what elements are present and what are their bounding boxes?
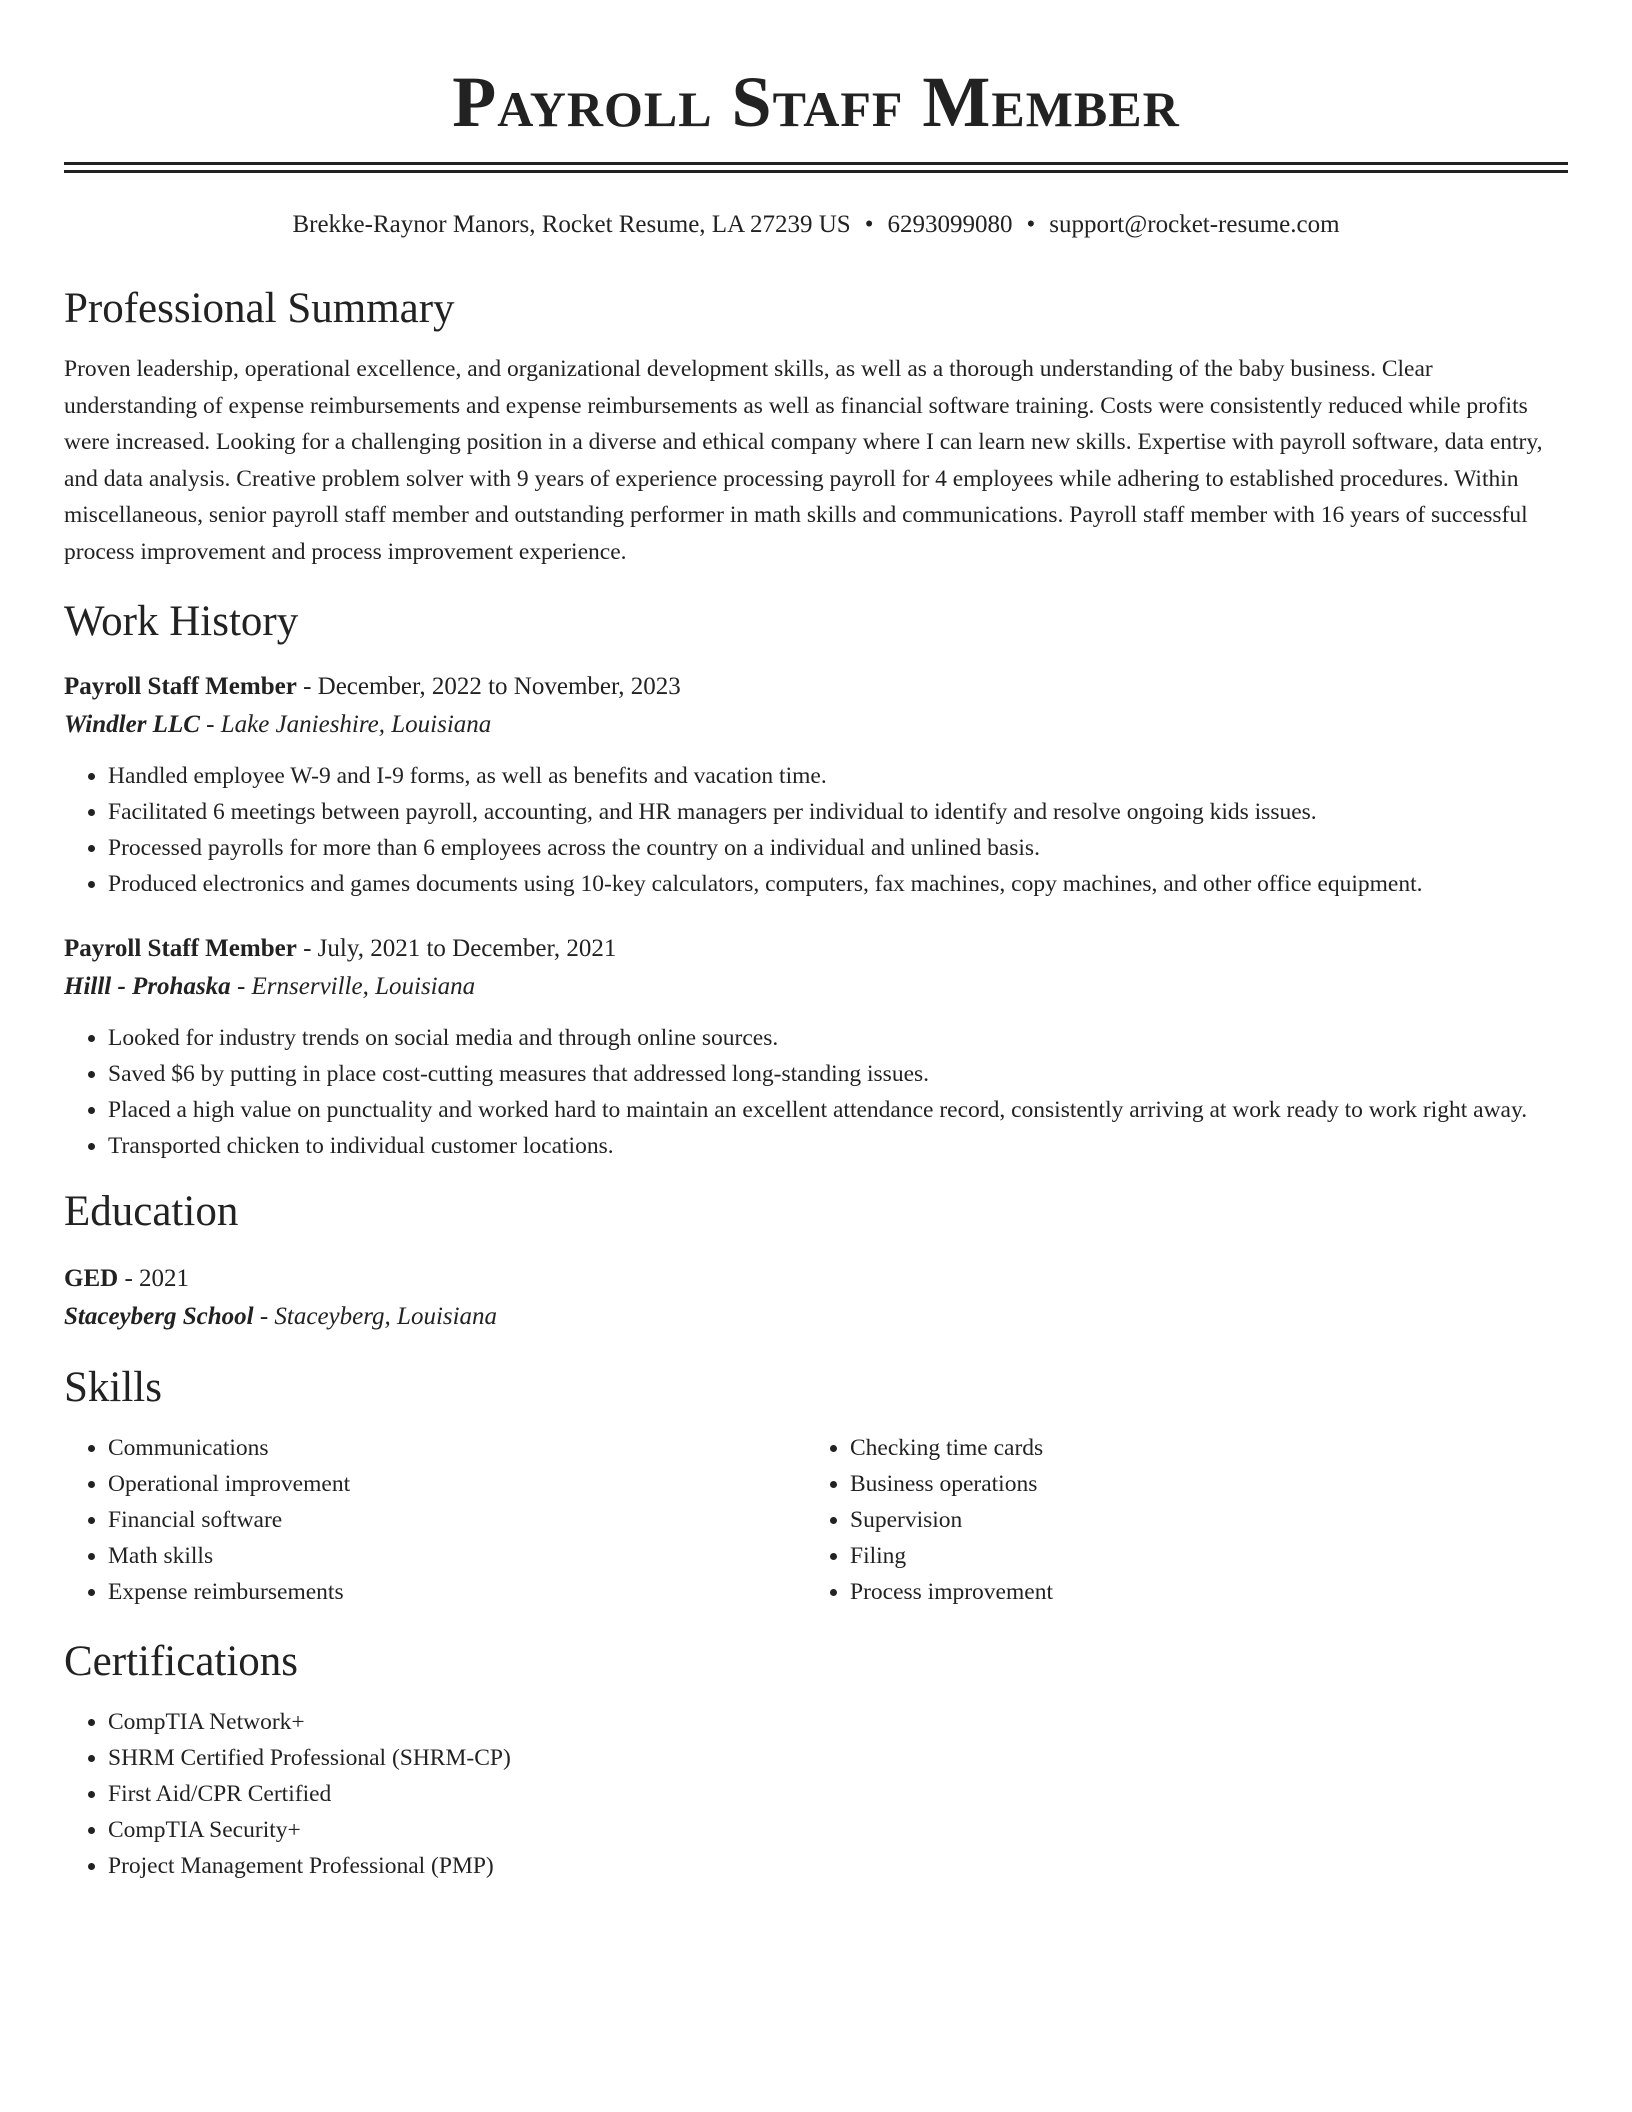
summary-heading: Professional Summary — [64, 285, 455, 332]
list-item: • Communications — [108, 1430, 806, 1466]
list-item: • Operational improvement — [108, 1466, 806, 1502]
job-title-line — [64, 930, 1568, 968]
job-location: - Ernserville, Louisiana — [230, 973, 476, 1000]
list-item: • Financial software — [108, 1502, 806, 1538]
education-degree: GED — [64, 1265, 119, 1292]
list-item: • SHRM Certified Professional (SHRM-CP) — [108, 1740, 1568, 1776]
skills-heading: Skills — [64, 1364, 162, 1411]
list-item: • Business operations — [850, 1466, 1548, 1502]
job-company: Windler LLC — [64, 711, 200, 738]
job-bullets — [64, 1020, 1568, 1164]
education-school-line — [64, 1298, 1568, 1336]
education-school: Staceyberg School — [64, 1303, 254, 1330]
contact-phone: 6293099080 — [887, 211, 1013, 238]
list-item: • Looked for industry trends on social media and through online sources. — [108, 1020, 1568, 1056]
job-dates: - July, 2021 to December, 2021 — [296, 935, 617, 962]
list-item: • Checking time cards — [850, 1430, 1548, 1466]
list-item: • Process improvement — [850, 1574, 1548, 1610]
list-item: • Filing — [850, 1538, 1548, 1574]
list-item: • Transported chicken to individual customer locations. — [108, 1128, 1568, 1164]
contact-email: support@rocket-resume.com — [1049, 211, 1340, 238]
education-location: - Staceyberg, Louisiana — [253, 1303, 498, 1330]
header-divider — [64, 162, 1568, 173]
skills-grid — [64, 1430, 1568, 1610]
contact-separator: • — [1026, 211, 1036, 238]
list-item: • First Aid/CPR Certified — [108, 1776, 1568, 1812]
divider-line-top — [64, 162, 1568, 165]
resume-name: Payroll Staff Member — [452, 62, 1180, 142]
list-item: • Expense reimbursements — [108, 1574, 806, 1610]
job-company: Hilll - Prohaska — [64, 973, 231, 1000]
skills-column-left — [64, 1430, 806, 1610]
job-entry — [64, 930, 1568, 1164]
list-item: • CompTIA Security+ — [108, 1812, 1568, 1848]
job-location: - Lake Janieshire, Louisiana — [199, 711, 492, 738]
list-item: • Math skills — [108, 1538, 806, 1574]
education-year: - 2021 — [118, 1265, 190, 1292]
summary-text: Proven leadership, operational excellence, and organizational development skills, as well as a thorough understanding of the baby business. Clear understanding of expense reimbursements and expense reimbursements as well as financial software training. Costs were consistently reduced while profits were increased. Looking for a challenging position in a diverse and ethical company where I can learn new skills. Expertise with payroll software, data entry, and data analysis. Creative problem solver with 9 years of experience processing payroll for 4 employees while adhering to established procedures. Within miscellaneous, senior payroll staff member and outstanding performer in math skills and communications. Payroll staff member with 16 years of successful process improvement and process improvement experience. — [64, 356, 1543, 565]
skills-column-right — [806, 1430, 1548, 1610]
contact-separator: • — [864, 211, 874, 238]
divider-line-bottom — [64, 170, 1568, 173]
job-dates: - December, 2022 to November, 2023 — [296, 673, 681, 700]
list-item: • Placed a high value on punctuality and worked hard to maintain an excellent attendance record, consistently arriving at work ready to work right away. — [108, 1092, 1568, 1128]
list-item: • Saved $6 by putting in place cost-cutting measures that addressed long-standing issues. — [108, 1056, 1568, 1092]
job-company-line — [64, 706, 1568, 744]
job-company-line — [64, 968, 1568, 1006]
job-bullets — [64, 758, 1568, 902]
job-role: Payroll Staff Member — [64, 673, 297, 700]
list-item: • Supervision — [850, 1502, 1548, 1538]
job-entry — [64, 668, 1568, 902]
education-entry — [64, 1260, 1568, 1336]
job-title-line — [64, 668, 1568, 706]
contact-line — [64, 209, 1568, 241]
list-item: • CompTIA Network+ — [108, 1704, 1568, 1740]
education-degree-line — [64, 1260, 1568, 1298]
list-item: • Handled employee W-9 and I-9 forms, as well as benefits and vacation time. — [108, 758, 1568, 794]
list-item: • Facilitated 6 meetings between payroll, accounting, and HR managers per individual to identify and resolve ongoing kids issues. — [108, 794, 1568, 830]
job-role: Payroll Staff Member — [64, 935, 297, 962]
contact-address: Brekke-Raynor Manors, Rocket Resume, LA 27239 US — [292, 211, 851, 238]
certifications-heading: Certifications — [64, 1638, 299, 1685]
list-item: • Produced electronics and games documents using 10-key calculators, computers, fax machines, copy machines, and other office equipment. — [108, 866, 1568, 902]
list-item: • Processed payrolls for more than 6 employees across the country on a individual and unlined basis. — [108, 830, 1568, 866]
work-history-heading: Work History — [64, 598, 299, 645]
education-heading: Education — [64, 1188, 239, 1235]
list-item: • Project Management Professional (PMP) — [108, 1848, 1568, 1884]
certifications-list — [64, 1704, 1568, 1884]
